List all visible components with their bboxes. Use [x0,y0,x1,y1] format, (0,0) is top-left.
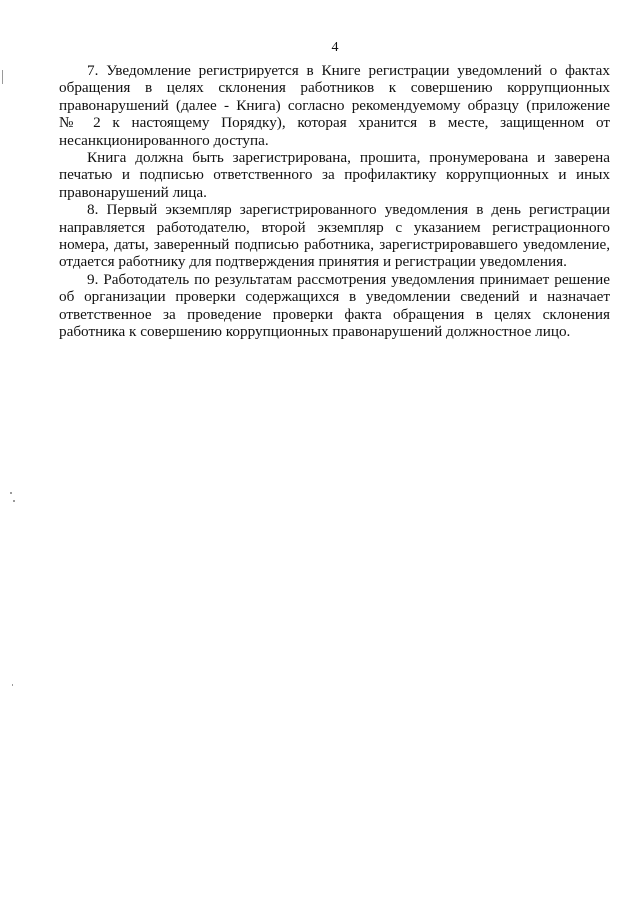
text-line: 7. Уведомление регистрируется в Книге регистрации уведомлений о фактах [87,62,610,79]
text-line: работника к совершению коррупционных правонарушений должностное лицо. [59,323,571,341]
paragraph-8 [59,201,610,271]
text-line: об организации проверки содержащихся в уведомлении сведений и назначает [59,288,610,306]
paragraph-9 [59,271,610,341]
page-number: 4 [331,40,339,55]
text-line: отдается работнику для подтверждения принятия и регистрации уведомления. [59,253,567,271]
text-line: 9. Работодатель по результатам рассмотрения уведомления принимает решение [87,270,610,288]
text-line: 8. Первый экземпляр зарегистрированного уведомления в день регистрации [87,201,610,219]
scan-artifact [13,500,15,502]
text-line: направляется работодателю, второй экземпляр с указанием регистрационного [59,218,610,236]
text-line: правонарушений (далее - Книга) согласно рекомендуемому образцу (приложение [59,96,610,114]
text-line: правонарушений лица. [59,183,207,201]
text-line: номера, даты, заверенный подписью работника, зарегистрировавшего уведомление, [59,236,610,254]
scan-artifact [10,492,12,494]
text-line: печатью и подписью ответственного за профилактику коррупционных и иных [59,166,610,184]
paragraph-book-requirements [59,149,610,201]
scan-artifact [2,70,3,84]
text-line: обращения в целях склонения работников к совершению коррупционных [59,79,610,97]
text-line: несанкционированного доступа. [59,131,269,149]
scan-artifact [12,684,13,686]
text-line: № 2 к настоящему Порядку), которая хранится в месте, защищенном от [59,114,610,132]
text-line: ответственное за проведение проверки факта обращения в целях склонения [59,305,610,323]
document-body [59,62,610,341]
text-line: Книга должна быть зарегистрирована, прошита, пронумерована и заверена [87,149,610,167]
paragraph-7 [59,62,610,149]
